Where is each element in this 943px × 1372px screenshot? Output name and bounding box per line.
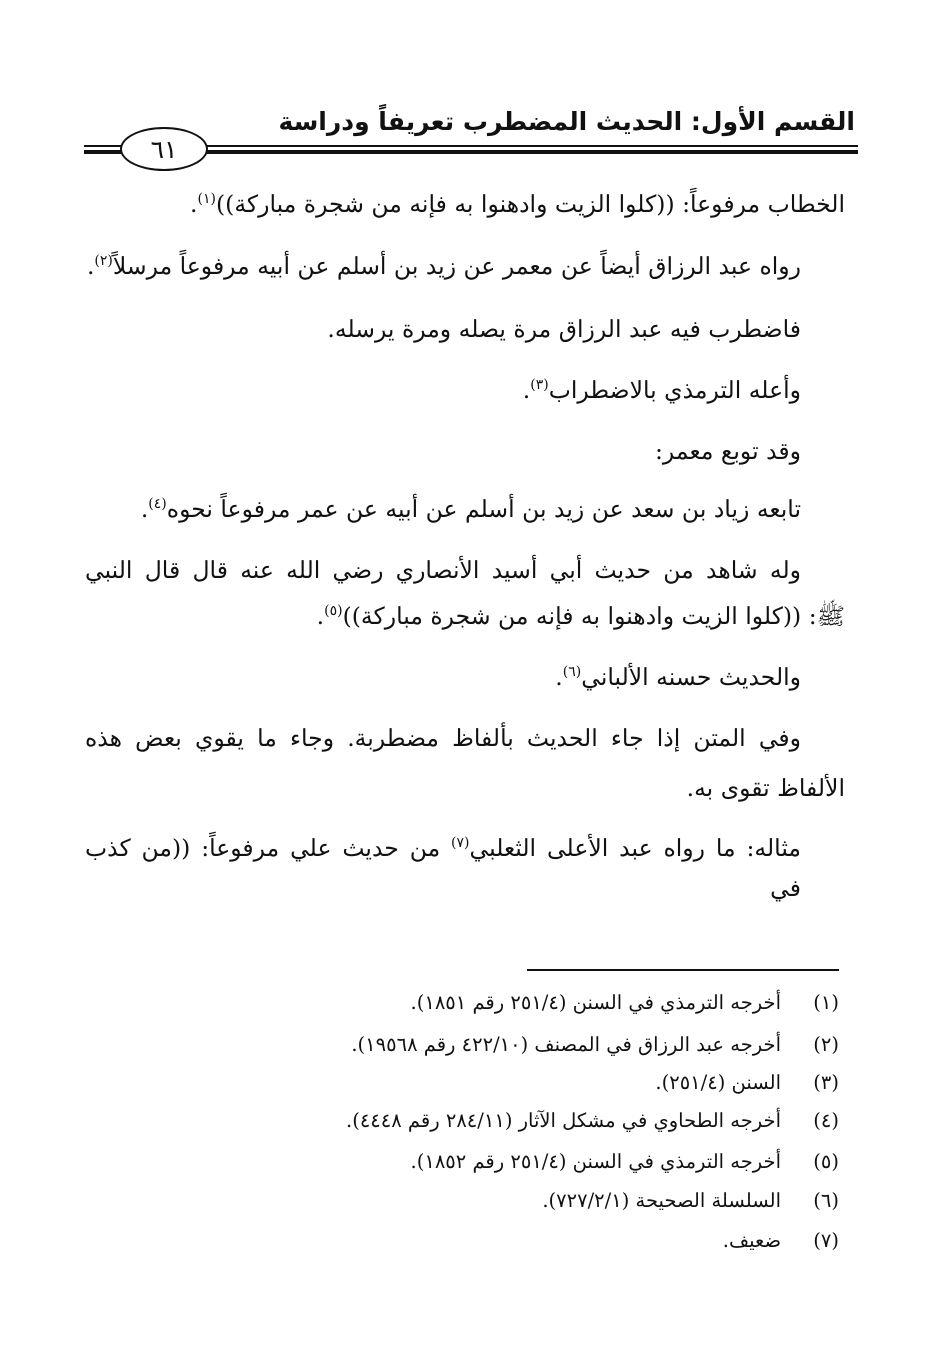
body-text: من حديث علي مرفوعاً: ((من كذب في xyxy=(85,834,801,902)
body-line-3 xyxy=(327,309,801,349)
body-text: رواه عبد الرزاق أيضاً عن معمر عن زيد بن أسلم عن أبيه مرفوعاً مرسلاً xyxy=(112,252,801,280)
footnote-1 xyxy=(411,988,839,1018)
footnote-text: أخرجه الترمذي في السنن (٢٥١/٤ رقم ١٨٥٢). xyxy=(410,1150,781,1173)
footnote-ref-7: (٧) xyxy=(451,835,470,852)
body-text: وقد توبع معمر: xyxy=(655,437,801,465)
footnote-number: (٣) xyxy=(813,1071,839,1094)
period: . xyxy=(190,190,198,218)
body-text: وفي المتن إذا جاء الحديث بألفاظ مضطربة. وجاء ما يقوي بعض هذه xyxy=(85,724,801,752)
period: . xyxy=(555,663,563,691)
body-text: الخطاب مرفوعاً: ((كلوا الزيت وادهنوا به فإنه من شجرة مباركة)) xyxy=(215,190,845,218)
body-line-2 xyxy=(87,246,801,286)
body-line-4 xyxy=(523,370,801,410)
footnote-7 xyxy=(723,1226,839,1256)
body-text: تابعه زياد بن سعد عن زيد بن أسلم عن أبيه عن عمر مرفوعاً نحوه xyxy=(166,495,801,523)
body-text: مثاله: ما رواه عبد الأعلى الثعلبي xyxy=(469,834,802,862)
body-text: ﷺ: ((كلوا الزيت وادهنوا به فإنه من شجرة مباركة)) xyxy=(342,602,845,630)
footnote-text: السلسلة الصحيحة (٧٢٧/٢/١). xyxy=(542,1189,781,1212)
body-line-6 xyxy=(141,489,801,529)
period: . xyxy=(316,602,325,630)
body-text: وله شاهد من حديث أبي أسيد الأنصاري رضي الله عنه قال قال النبي xyxy=(85,556,801,584)
footnote-number: (٢) xyxy=(813,1033,839,1056)
footnote-ref-4: (٤) xyxy=(148,496,167,513)
footnote-ref-1: (١) xyxy=(197,191,216,208)
footnote-number: (٧) xyxy=(813,1229,839,1252)
footnote-text: ضعيف. xyxy=(722,1229,781,1252)
footnote-ref-3: (٣) xyxy=(530,377,549,394)
header-rule-thin-left xyxy=(84,145,122,147)
period: . xyxy=(86,252,95,280)
body-text-part xyxy=(85,834,801,902)
period: . xyxy=(522,376,531,404)
footnote-text: أخرجه عبد الرزاق في المصنف (٤٢٢/١٠ رقم ١٩٥٦٨). xyxy=(351,1033,781,1056)
body-line-1 xyxy=(190,184,845,224)
body-line-12 xyxy=(85,828,801,908)
page-number: ٦١ xyxy=(120,127,208,171)
body-text: الألفاظ تقوى به. xyxy=(686,774,845,802)
footnote-number: (٦) xyxy=(813,1189,839,1212)
running-header-title: القسم الأول: الحديث المضطرب تعريفاً ودراسة xyxy=(278,107,855,136)
body-line-8 xyxy=(317,596,845,636)
header-rule-thick-left xyxy=(84,150,122,154)
footnote-text: أخرجه الترمذي في السنن (٢٥١/٤ رقم ١٨٥١). xyxy=(410,991,781,1014)
footnote-5 xyxy=(411,1147,839,1177)
footnote-3 xyxy=(655,1068,839,1098)
body-line-11 xyxy=(687,768,845,808)
footnote-text: أخرجه الطحاوي في مشكل الآثار (٢٨٤/١١ رقم ٤٤٤٨). xyxy=(346,1109,781,1132)
body-text: فاضطرب فيه عبد الرزاق مرة يصله ومرة يرسله. xyxy=(327,315,801,343)
period: . xyxy=(140,495,149,523)
footnote-2 xyxy=(351,1030,839,1060)
footnote-4 xyxy=(346,1106,839,1136)
body-line-10 xyxy=(85,718,801,758)
body-text: والحديث حسنه الألباني xyxy=(581,663,801,691)
body-text: وأعله الترمذي بالاضطراب xyxy=(548,376,801,404)
footnote-ref-5: (٥) xyxy=(324,603,343,620)
footnote-6 xyxy=(542,1186,839,1216)
body-line-5 xyxy=(655,431,801,471)
footnote-number: (١) xyxy=(813,991,839,1014)
footnote-text: السنن (٢٥١/٤). xyxy=(655,1071,781,1094)
footnote-separator xyxy=(527,969,839,971)
header-rule-thick xyxy=(207,150,858,154)
footnote-ref-2: (٢) xyxy=(94,253,113,270)
footnote-number: (٤) xyxy=(813,1109,839,1132)
footnote-ref-6: (٦) xyxy=(562,664,582,681)
header-rule-thin xyxy=(207,145,858,147)
body-line-9 xyxy=(555,657,801,697)
body-line-7 xyxy=(85,550,801,590)
footnote-number: (٥) xyxy=(813,1150,839,1173)
